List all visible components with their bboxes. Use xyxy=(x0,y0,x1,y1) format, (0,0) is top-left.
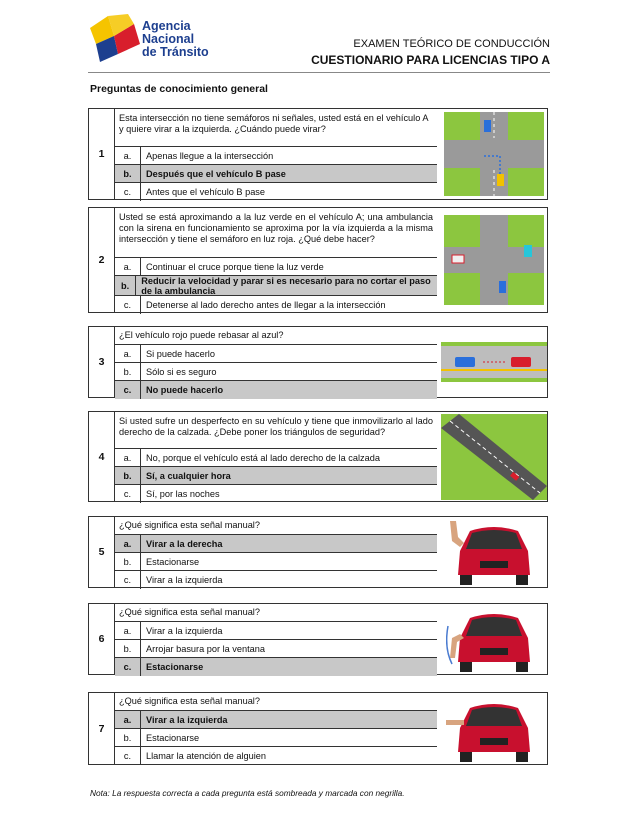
hand-signal-left-illustration xyxy=(439,693,549,764)
question-7 xyxy=(88,692,548,765)
question-text: Usted se está aproximando a la luz verde en el vehículo A; una ambulancia con la sirena en funcionamiento se aproxima por la vía izquierda a la misma intersección y tiene el semáforo en luz roja. ¿Qué debe hacer? xyxy=(115,208,437,258)
option-b[interactable]: b. Estacionarse xyxy=(115,553,437,571)
exam-title: EXAMEN TEÓRICO DE CONDUCCIÓN xyxy=(353,38,550,50)
question-5 xyxy=(88,516,548,588)
option-b[interactable]: b. Estacionarse xyxy=(115,729,437,747)
question-4 xyxy=(88,411,548,502)
option-a[interactable]: a. Continuar el cruce porque tiene la luz verde xyxy=(115,258,437,276)
question-text: ¿Qué significa esta señal manual? xyxy=(115,517,437,535)
question-number: 7 xyxy=(89,693,115,764)
option-b[interactable]: b. Después que el vehículo B pase xyxy=(115,165,437,183)
overtaking-illustration xyxy=(439,327,549,397)
question-number: 3 xyxy=(89,327,115,397)
option-c[interactable]: c. Virar a la izquierda xyxy=(115,571,437,589)
intersection-illustration xyxy=(439,109,549,199)
option-c[interactable]: c. Llamar la atención de alguien xyxy=(115,747,437,765)
question-number: 4 xyxy=(89,412,115,501)
option-b[interactable]: b. Sólo si es seguro xyxy=(115,363,437,381)
option-a[interactable]: a. Virar a la izquierda xyxy=(115,711,437,729)
question-number: 6 xyxy=(89,604,115,674)
option-c[interactable]: c. No puede hacerlo xyxy=(115,381,437,399)
option-c[interactable]: c. Detenerse al lado derecho antes de llegar a la intersección xyxy=(115,296,437,314)
option-a[interactable]: a. Apenas llegue a la intersección xyxy=(115,147,437,165)
question-number: 1 xyxy=(89,109,115,199)
section-title: Preguntas de conocimiento general xyxy=(90,83,268,95)
header-divider xyxy=(88,72,550,73)
option-c[interactable]: c. Antes que el vehículo B pase xyxy=(115,183,437,201)
ambulance-intersection-illustration xyxy=(439,208,549,312)
question-text: Si usted sufre un desperfecto en su vehículo y tiene que inmovilizarlo al lado derecho de la calzada. ¿Debe poner los triángulos de seguridad? xyxy=(115,412,437,449)
hand-signal-park-illustration xyxy=(439,604,549,674)
question-2 xyxy=(88,207,548,313)
option-b[interactable]: b. Reducir la velocidad y parar si es necesario para no cortar el paso de la ambulancia xyxy=(115,276,437,296)
question-3 xyxy=(88,326,548,398)
question-text: Esta intersección no tiene semáforos ni señales, usted está en el vehículo A y quiere virar a la izquierda. ¿Cuándo puede virar? xyxy=(115,109,437,147)
option-a[interactable]: a. Virar a la izquierda xyxy=(115,622,437,640)
option-b[interactable]: b. Sí, a cualquier hora xyxy=(115,467,437,485)
road-warning-triangles-illustration xyxy=(439,412,549,501)
questionnaire-subtitle: CUESTIONARIO PARA LICENCIAS TIPO A xyxy=(311,53,550,67)
question-text: ¿Qué significa esta señal manual? xyxy=(115,693,437,711)
question-text: ¿El vehículo rojo puede rebasar al azul? xyxy=(115,327,437,345)
option-a[interactable]: a. No, porque el vehículo está al lado derecho de la calzada xyxy=(115,449,437,467)
option-a[interactable]: a. Virar a la derecha xyxy=(115,535,437,553)
option-c[interactable]: c. Sí, por las noches xyxy=(115,485,437,503)
hand-signal-right-illustration xyxy=(439,517,549,587)
option-a[interactable]: a. Si puede hacerlo xyxy=(115,345,437,363)
footnote: Nota: La respuesta correcta a cada pregunta está sombreada y marcada con negrilla. xyxy=(90,788,405,798)
question-1 xyxy=(88,108,548,200)
question-text: ¿Qué significa esta señal manual? xyxy=(115,604,437,622)
option-b[interactable]: b. Arrojar basura por la ventana xyxy=(115,640,437,658)
option-c[interactable]: c. Estacionarse xyxy=(115,658,437,676)
agency-name: Agencia Nacional de Tránsito xyxy=(142,19,209,59)
question-6 xyxy=(88,603,548,675)
question-number: 5 xyxy=(89,517,115,587)
question-number: 2 xyxy=(89,208,115,312)
agency-logo-mark xyxy=(88,14,144,66)
